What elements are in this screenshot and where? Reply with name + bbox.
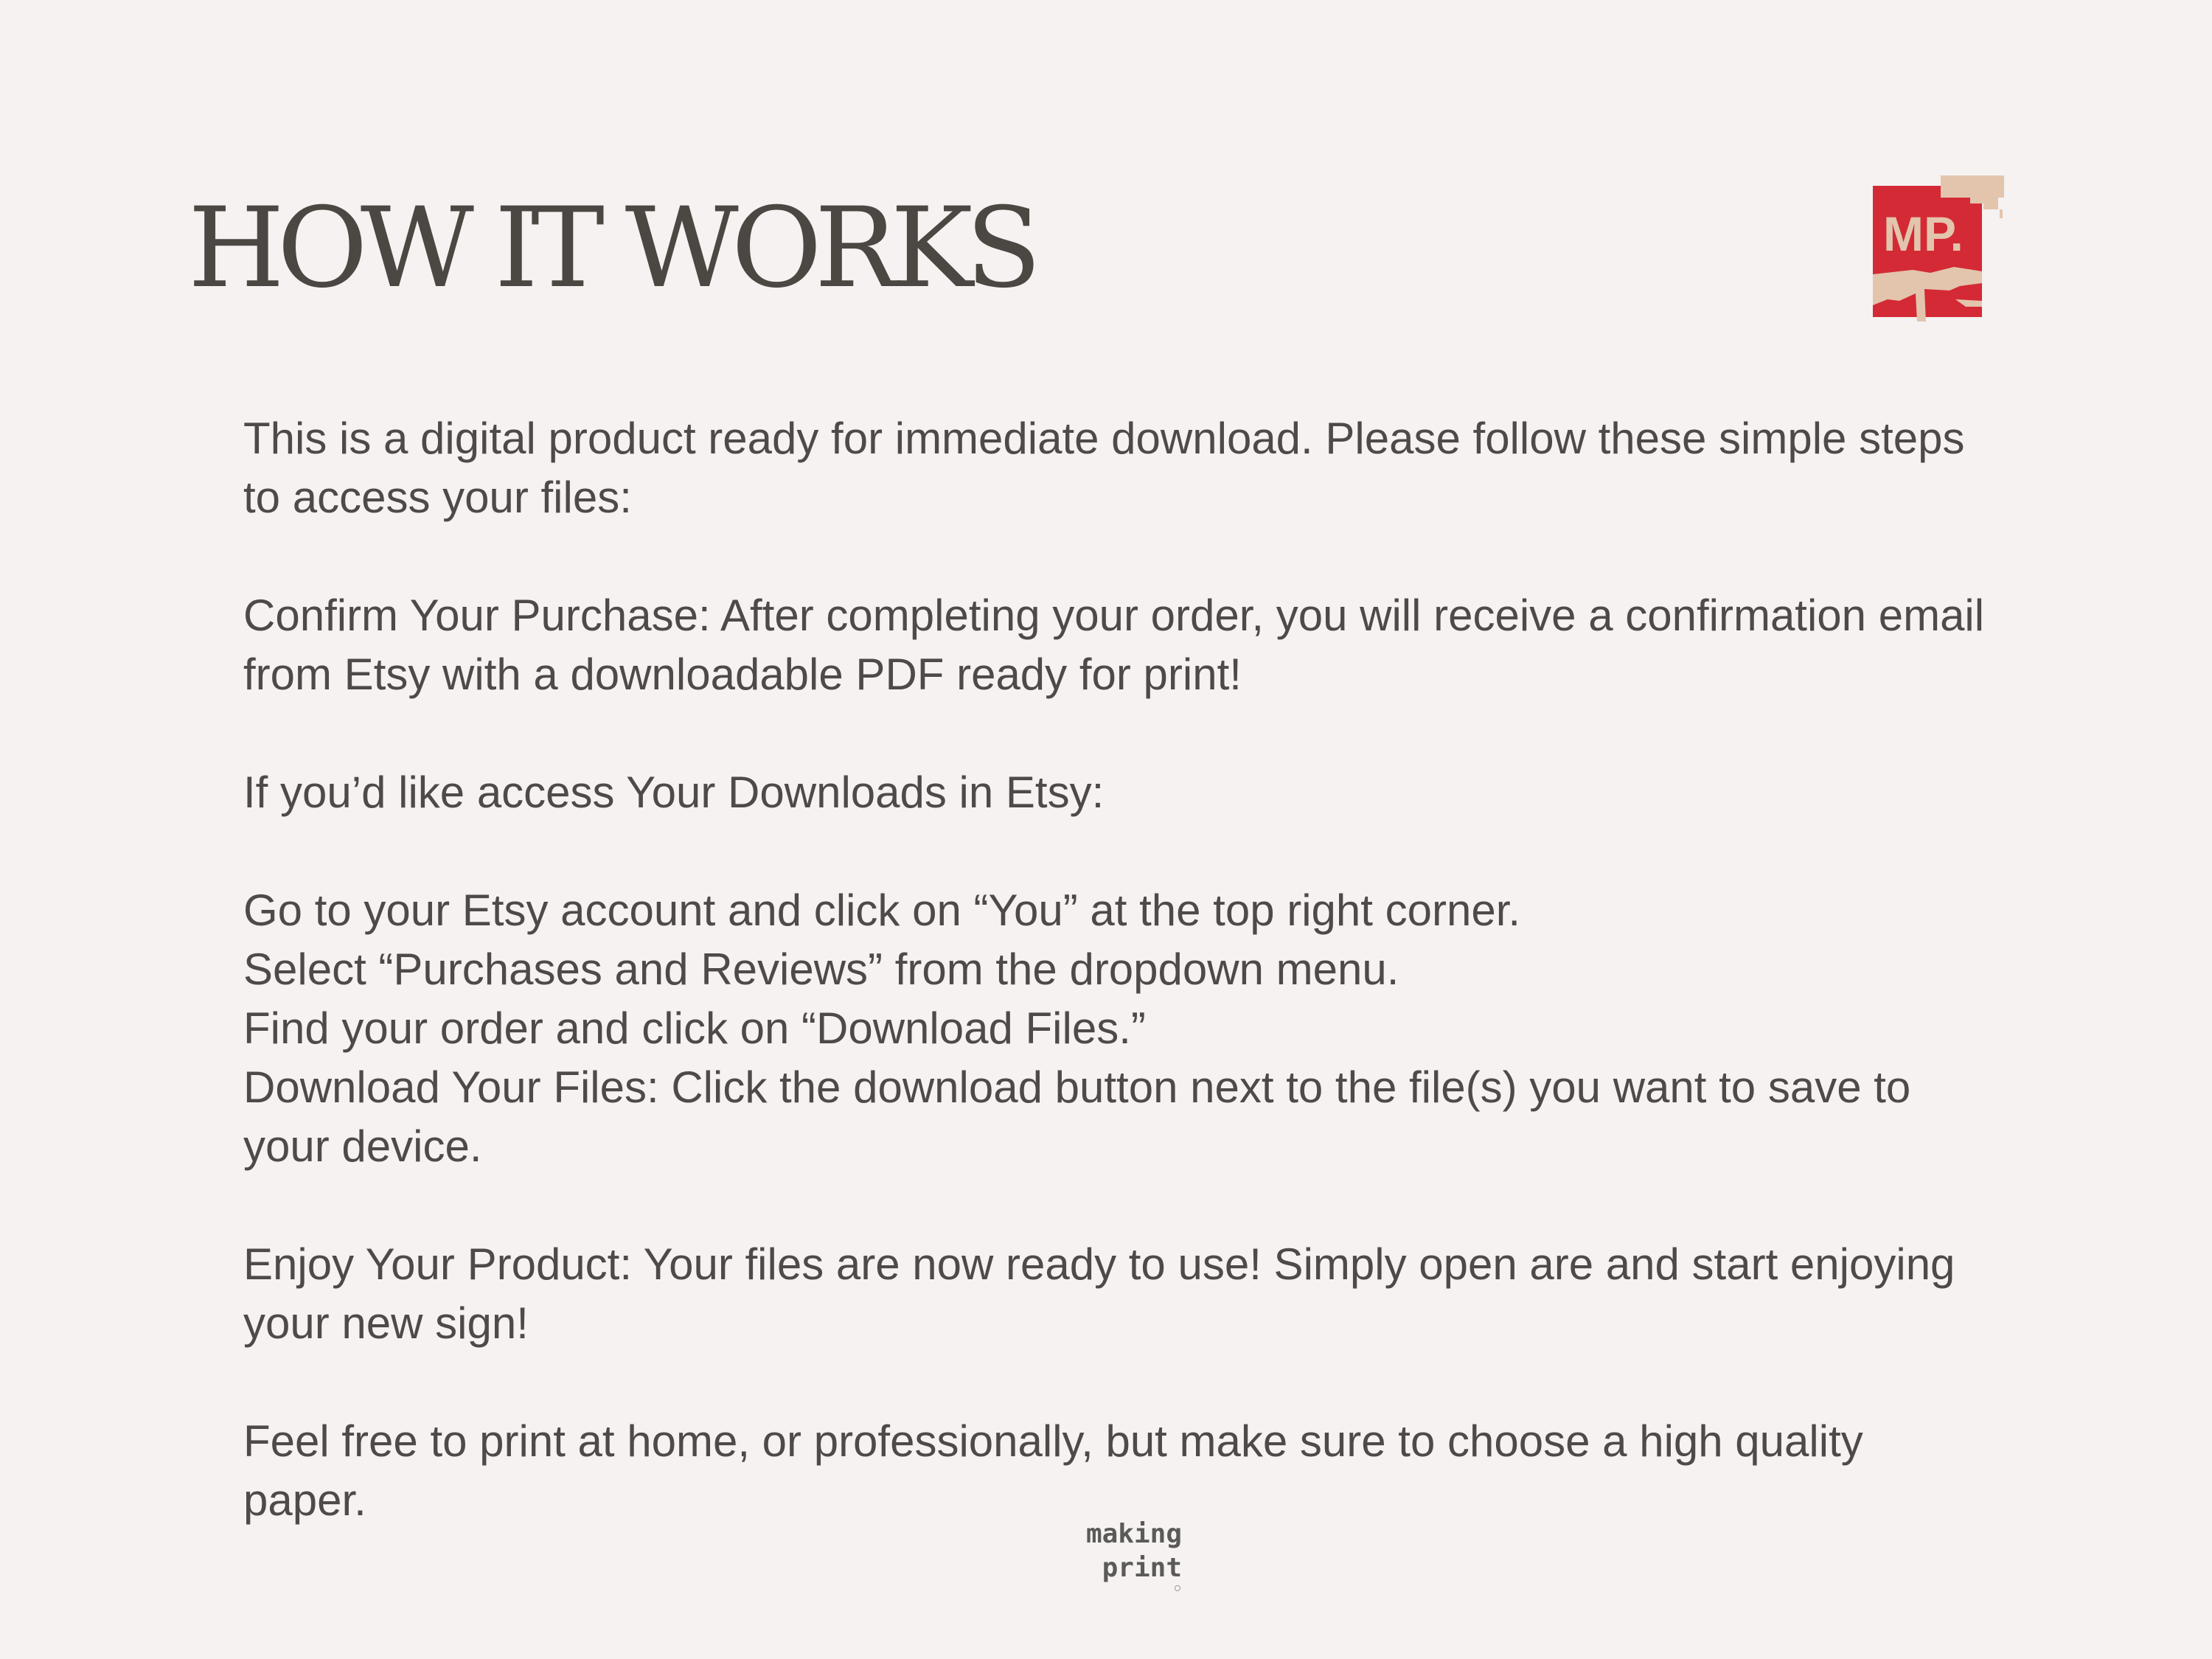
enjoy-paragraph: Enjoy Your Product: Your files are now ready to use! Simply open are and start enjoying your new sign! bbox=[243, 1239, 1955, 1348]
access-heading: If you’d like access Your Downloads in Etsy: bbox=[243, 768, 1105, 817]
instructions bbox=[243, 409, 1998, 1530]
step-item: Go to your Etsy account and click on “You” at the top right corner. bbox=[243, 886, 1521, 935]
page-title: HOW IT WORKS bbox=[188, 184, 1034, 313]
brand-wordmark bbox=[1082, 1517, 1182, 1585]
registered-mark-icon bbox=[1175, 1585, 1180, 1591]
print-note-paragraph: Feel free to print at home, or professionally, but make sure to choose a high quality paper. bbox=[243, 1416, 1863, 1525]
step-item: Find your order and click on “Download Files.” bbox=[243, 1004, 1146, 1053]
step-item: Select “Purchases and Reviews” from the dropdown menu. bbox=[243, 945, 1399, 994]
brand-line: making bbox=[1085, 1519, 1182, 1549]
intro-paragraph: This is a digital product ready for immediate download. Please follow these simple steps to access your files: bbox=[243, 414, 1965, 522]
confirm-paragraph: Confirm Your Purchase: After completing your order, you will receive a confirmation email from Etsy with a downloadable PDF ready for print! bbox=[243, 591, 1985, 699]
logo-text: MP. bbox=[1883, 206, 1964, 261]
brand-line: print bbox=[1102, 1553, 1182, 1583]
step-item: Download Your Files: Click the download button next to the file(s) you want to save to your device. bbox=[243, 1062, 1911, 1171]
mp-logo-icon bbox=[1873, 175, 2013, 323]
